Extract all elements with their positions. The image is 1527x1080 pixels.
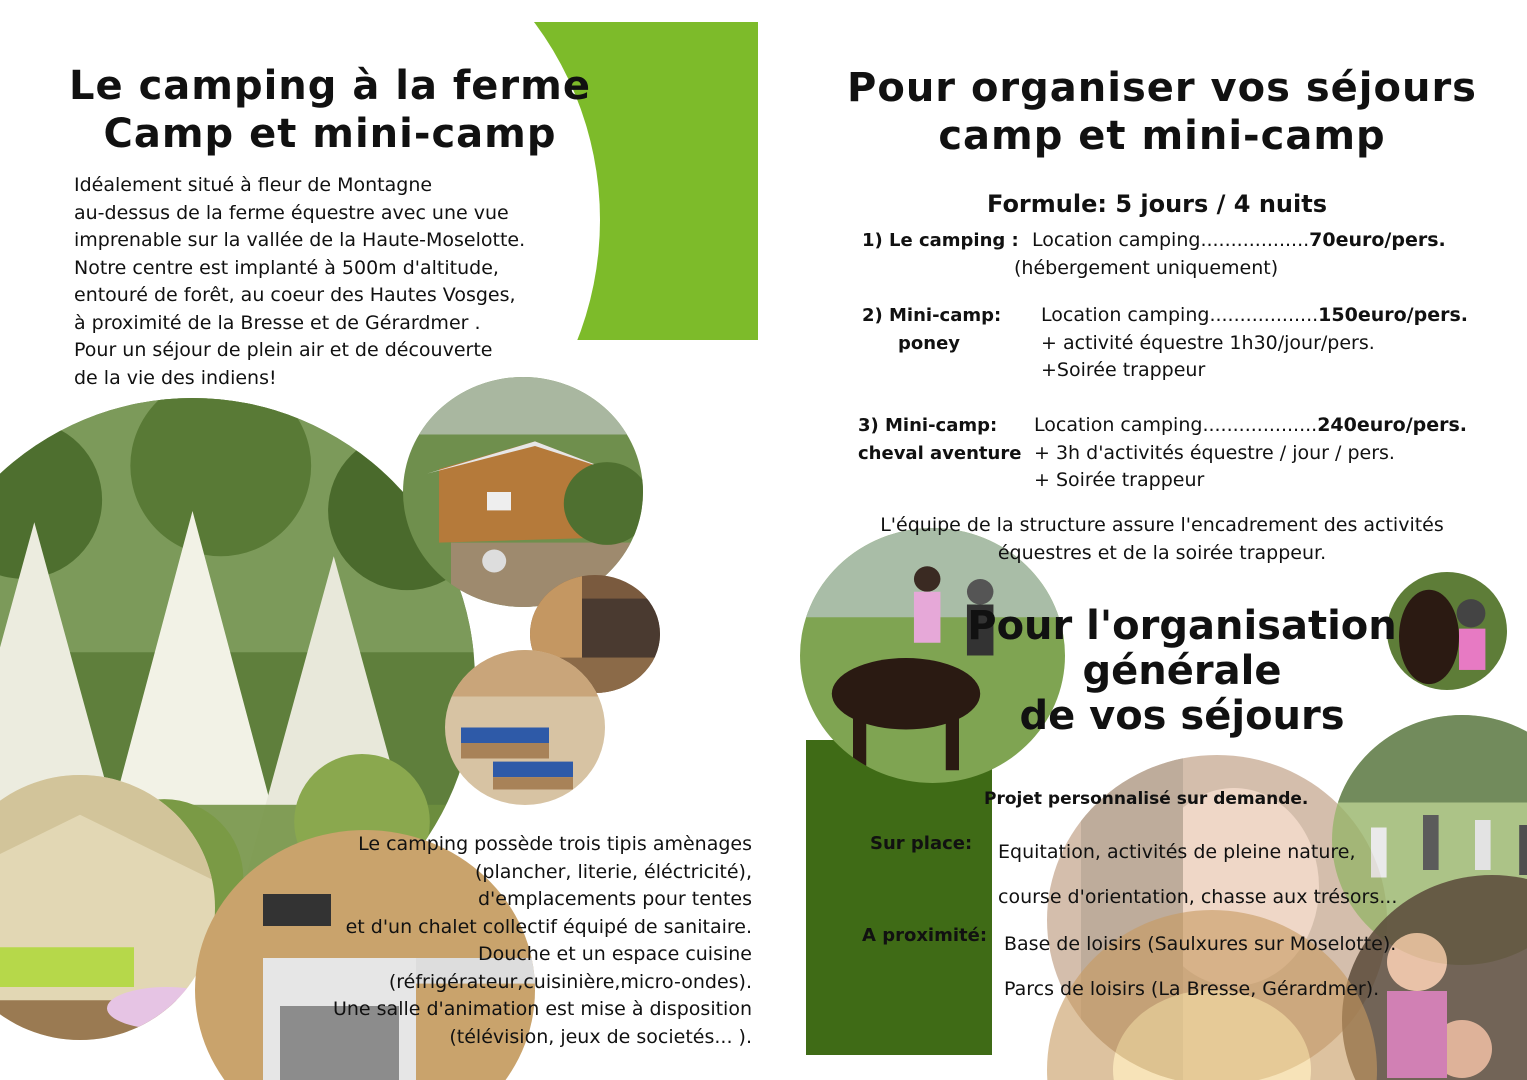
facilities-line: d'emplacements pour tentes (477, 888, 752, 910)
left-page (0, 0, 760, 1080)
offer-line: Location camping.................. (1041, 304, 1319, 326)
left-facilities-text (333, 831, 752, 1051)
offer-1-details (1014, 227, 1446, 282)
offer-line: Location camping................... (1034, 414, 1318, 436)
offer-2-label (862, 302, 1001, 357)
right-page (792, 0, 1527, 1080)
facilities-line: (télévision, jeux de societés... ). (449, 1025, 752, 1048)
org-title-line: Pour l'organisation (967, 603, 1397, 649)
org-title (957, 604, 1407, 739)
offer-label-line: 2) Mini-camp: (862, 305, 1002, 326)
staff-text (852, 512, 1472, 567)
left-title-line1: Le camping à la ferme (69, 63, 591, 109)
benches-photo (445, 650, 605, 805)
offer-line: + Soirée trappeur (1034, 469, 1205, 491)
offer-3-label (858, 412, 1021, 467)
nearby-line: Base de loisirs (Saulxures sur Moselotte). (1004, 933, 1397, 955)
offer-line: +Soirée trappeur (1041, 359, 1206, 381)
intro-line: Idéalement situé à fleur de Montagne (74, 174, 433, 196)
offer-2-price: 150euro/pers. (1318, 304, 1468, 326)
offer-1-label (862, 227, 1019, 255)
dark-green-block (806, 740, 992, 1055)
offer-label-line: 3) Mini-camp: (858, 415, 998, 436)
onsite-label: Sur place: (870, 833, 973, 854)
nearby-line: Parcs de loisirs (La Bresse, Gérardmer). (1004, 978, 1380, 1000)
offer-1-price: 70euro/pers. (1309, 229, 1446, 251)
offer-3-details (1034, 412, 1467, 495)
intro-line: au-dessus de la ferme équestre avec une vue (74, 201, 509, 224)
intro-line: Pour un séjour de plein air et de découverte (74, 339, 493, 361)
offer-line: + 3h d'activités équestre / jour / pers. (1034, 441, 1395, 464)
offer-label-line: cheval aventure (858, 442, 1022, 464)
left-intro-text (74, 172, 525, 392)
left-title (60, 62, 600, 158)
right-title-line1: Pour organiser vos séjours (847, 65, 1477, 111)
facilities-line: Le camping possède trois tipis amènages (358, 833, 752, 855)
formula-heading: Formule: 5 jours / 4 nuits (987, 190, 1327, 218)
nearby-details (1004, 922, 1396, 1012)
onsite-line: course d'orientation, chasse aux trésors... (998, 886, 1398, 908)
offer-3-price: 240euro/pers. (1317, 414, 1468, 436)
org-title-line: de vos séjours (1019, 693, 1345, 739)
offer-line: Location camping.................. (1032, 229, 1310, 251)
nearby-label: A proximité: (862, 925, 988, 946)
offer-label-line: poney (898, 332, 961, 354)
intro-line: de la vie des indiens! (74, 366, 277, 389)
page-gutter (760, 0, 792, 1080)
org-title-line: générale (1082, 648, 1282, 694)
offer-label-line: 1) Le camping : (862, 230, 1019, 251)
intro-line: entouré de forêt, au coeur des Hautes Vosges, (74, 284, 516, 306)
facilities-line: Une salle d'animation est mise à disposition (332, 998, 752, 1020)
offer-line: + activité équestre 1h30/jour/pers. (1041, 331, 1375, 354)
staff-line: équestres et de la soirée trappeur. (997, 541, 1327, 564)
right-title (832, 64, 1492, 160)
onsite-line: Equitation, activités de pleine nature, (998, 841, 1356, 863)
onsite-details (998, 830, 1397, 920)
right-title-line2: camp et mini-camp (938, 113, 1386, 159)
chalet-photo (403, 377, 643, 607)
offer-line: (hébergement uniquement) (1014, 256, 1279, 279)
left-title-line2: Camp et mini-camp (103, 111, 557, 157)
offer-2-details (1041, 302, 1468, 385)
intro-line: imprenable sur la vallée de la Haute-Moselotte. (74, 229, 526, 251)
intro-line: Notre centre est implanté à 500m d'altitude, (74, 256, 499, 279)
facilities-line: et d'un chalet collectif équipé de sanitaire. (345, 915, 752, 938)
staff-line: L'équipe de la structure assure l'encadrement des activités (880, 514, 1444, 536)
intro-line: à proximité de la Bresse et de Gérardmer . (74, 311, 481, 334)
facilities-line: (réfrigérateur,cuisinière,micro-ondes). (388, 970, 752, 993)
project-text: Projet personnalisé sur demande. (984, 789, 1309, 809)
facilities-line: (plancher, literie, éléctricité), (474, 860, 752, 883)
facilities-line: Douche et un espace cuisine (478, 943, 752, 965)
